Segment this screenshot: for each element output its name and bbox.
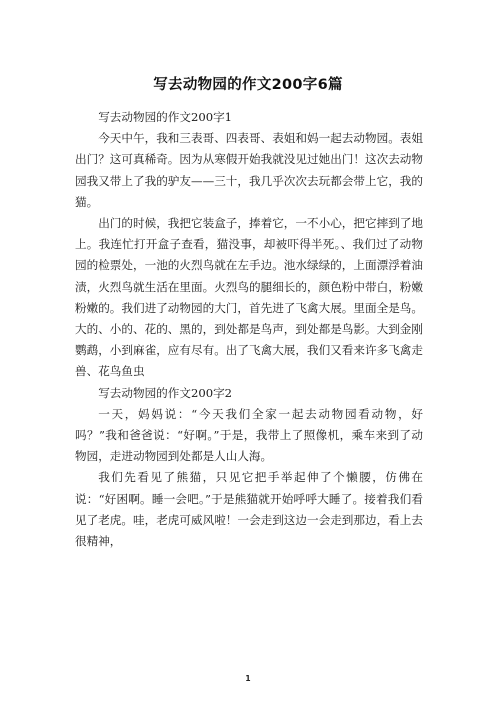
section-heading-2: 写去动物园的作文200字2 (98, 385, 233, 400)
page-number: 1 (245, 674, 251, 683)
body-paragraph: 出门的时候，我把它装盒子，捧着它，一不小心，把它摔到了地上。我连忙打开盒子查看，猫没事，却被吓得半死。、我们过了动物园的检票处，一池的火烈鸟就在左手边。池水绿绿的，上面漂浮着油渍，火烈鸟就生活在里面。火烈鸟的腿细长的，颜色粉中带白，粉嫩粉嫩的。我们进了动物园的大门，首先进了飞禽大展。里面全是鸟。大的、小的、花的、黑的，到处都是鸟声，到处都是鸟影。大到金刚鹦鹉，小到麻雀，应有尽有。出了飞禽大展，我们又看来许多飞禽走兽、花鸟鱼虫 (75, 216, 423, 379)
document-body (75, 107, 423, 552)
body-paragraph: 今天中午，我和三表哥、四表哥、表姐和妈一起去动物园。表姐出门？这可真稀奇。因为从寒假开始我就没见过她出门！这次去动物园我又带上了我的驴友——三十，我几乎次次去玩都会带上它，我的猫。 (75, 131, 423, 209)
document-title: 写去动物园的作文200字6篇 (153, 77, 343, 93)
body-paragraph: 一天，妈妈说：“今天我们全家一起去动物园看动物，好吗？”我和爸爸说：“好啊。”于是，我带上了照像机，乘车来到了动物园，走进动物园到处都是人山人海。 (75, 406, 423, 464)
section-heading-1: 写去动物园的作文200字1 (98, 110, 233, 124)
body-paragraph: 我们先看见了熊猫，只见它把手举起伸了个懒腰，仿佛在说：“好困啊。睡一会吧。”于是熊猫就开始呼呼大睡了。接着我们看见了老虎。哇，老虎可威风啦！一会走到这边一会走到那边，看上去很精神， (75, 470, 423, 549)
